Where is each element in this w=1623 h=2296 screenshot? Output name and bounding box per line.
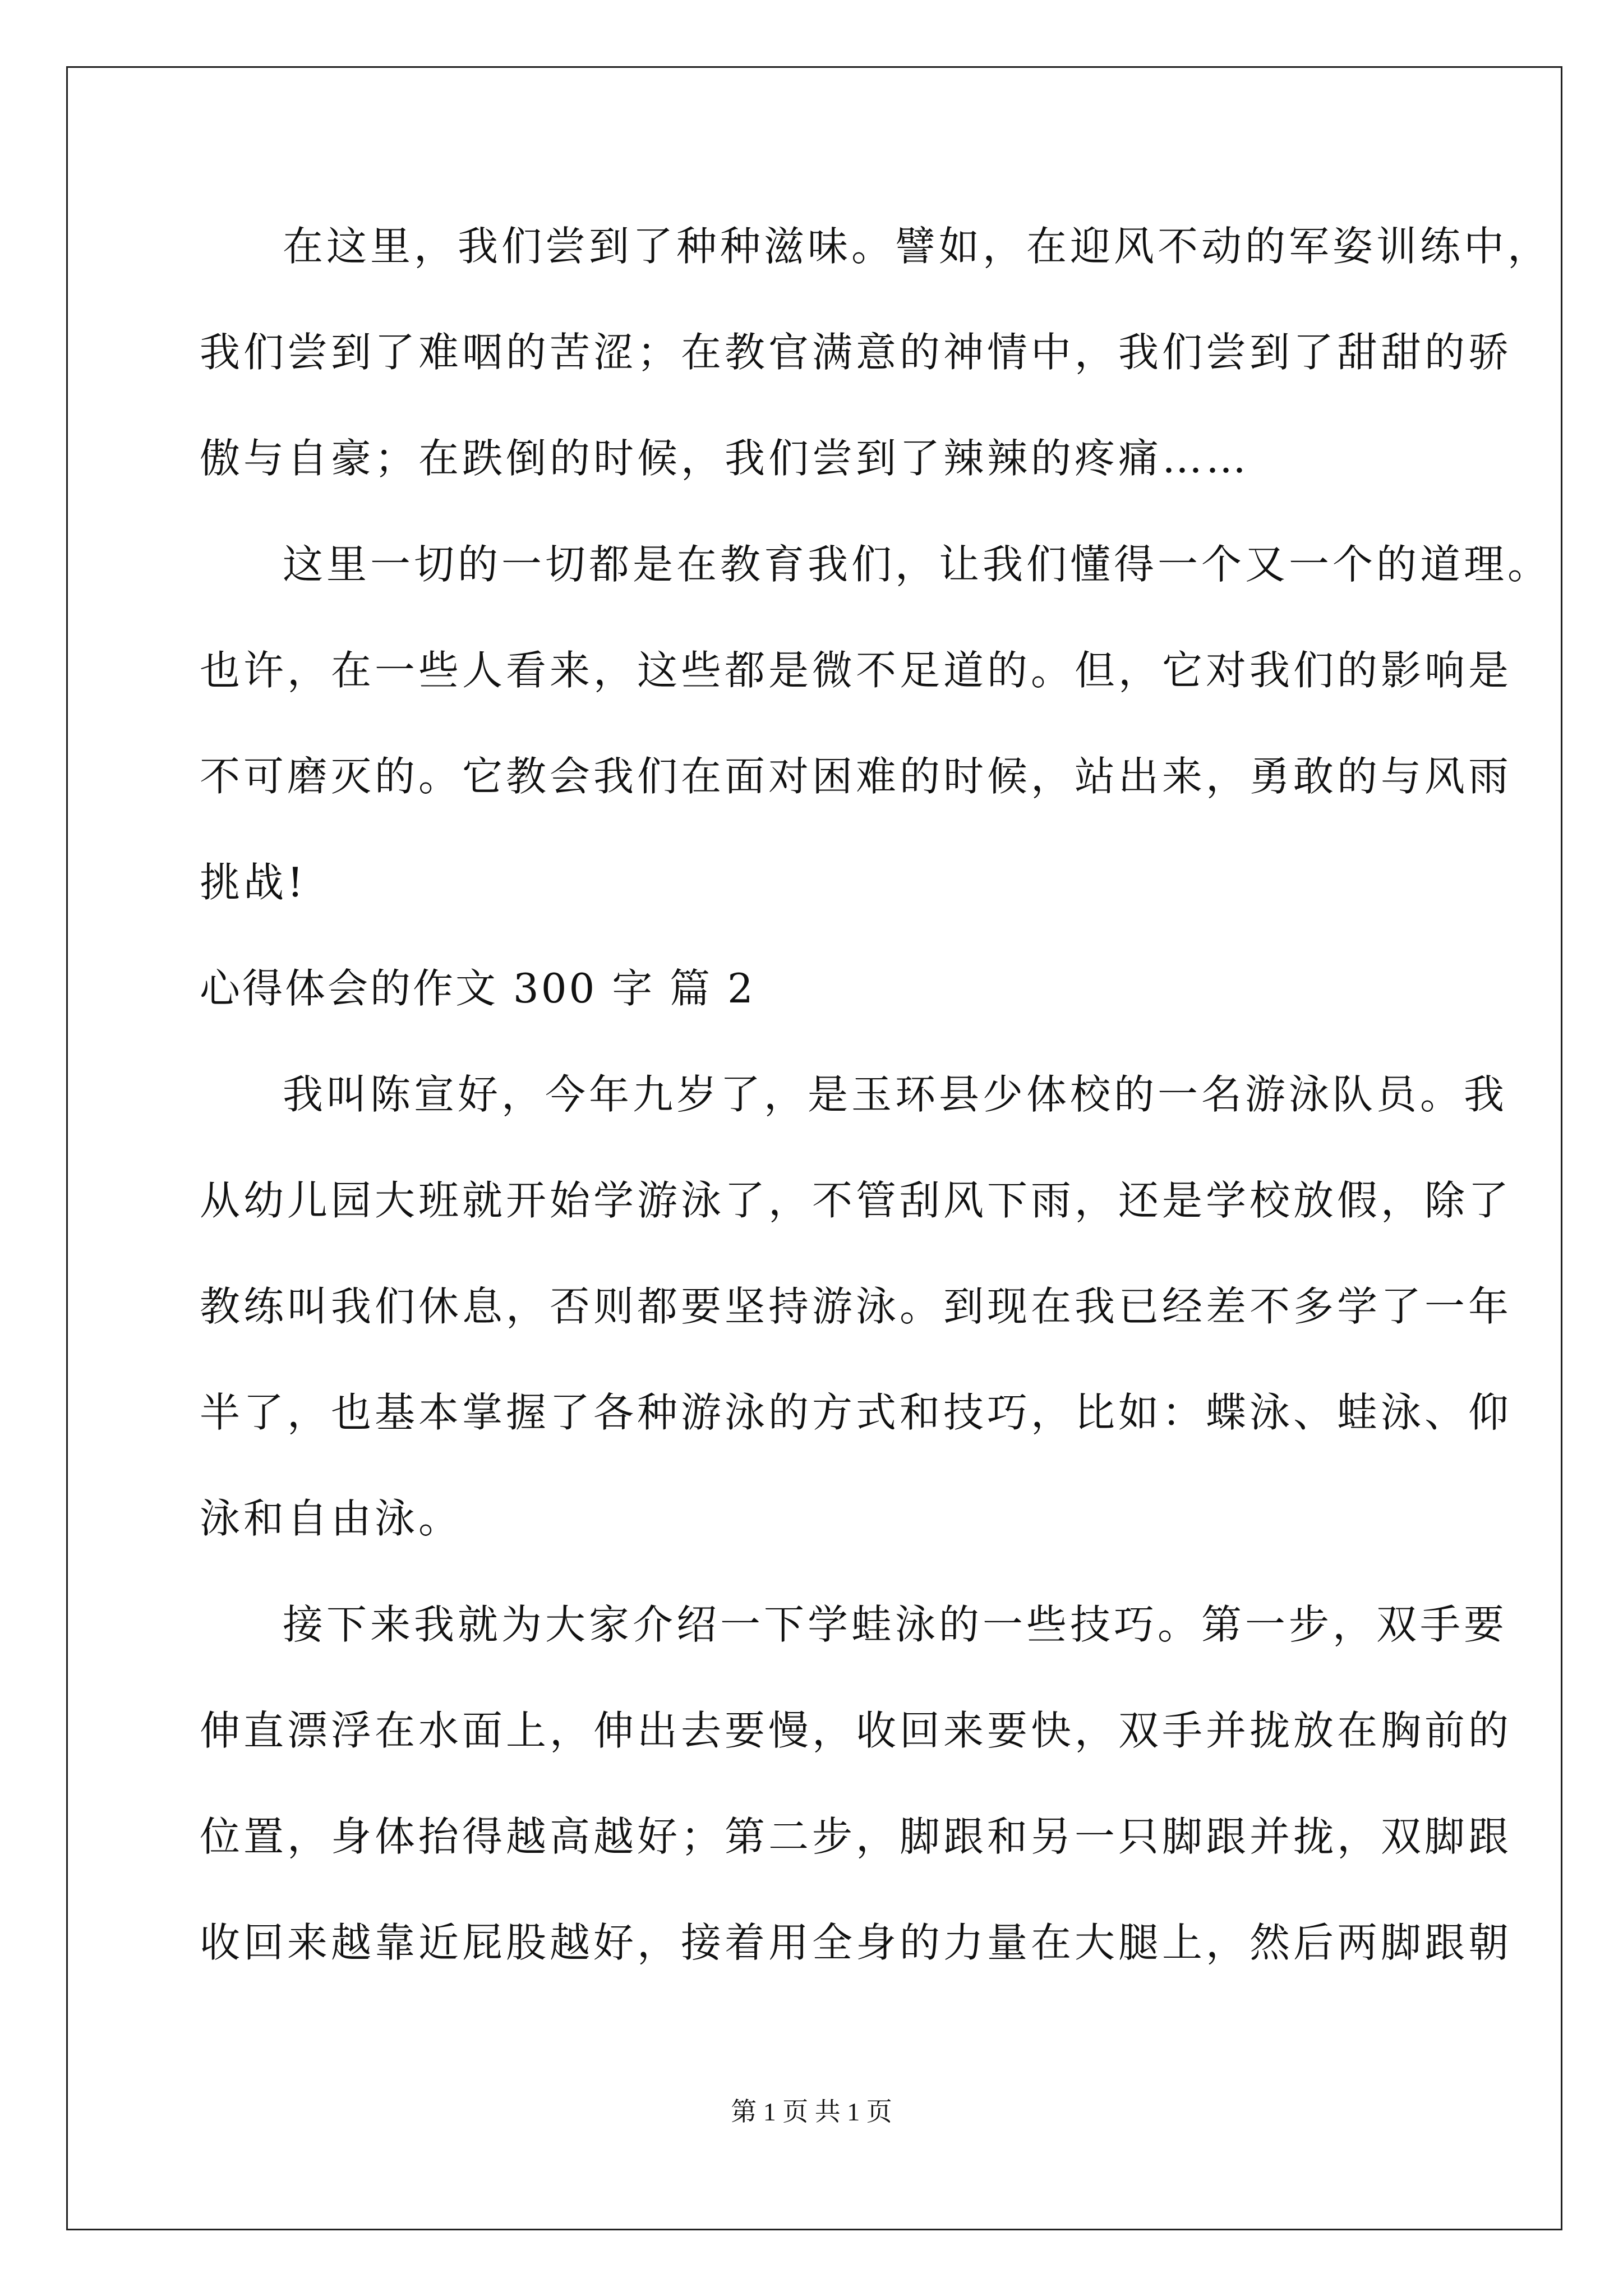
text-line: 也许，在一些人看来，这些都是微不足道的。但，它对我们的影响是 — [200, 647, 1513, 694]
text-line: 收回来越靠近屁股越好，接着用全身的力量在大腿上，然后两脚跟朝 — [200, 1919, 1513, 1966]
text-line: 位置，身体抬得越高越好；第二步，脚跟和另一只脚跟并拢，双脚跟 — [200, 1813, 1513, 1860]
text-line: 不可磨灭的。它教会我们在面对困难的时候，站出来，勇敢的与风雨 — [200, 753, 1513, 800]
text-line: 教练叫我们休息，否则都要坚持游泳。到现在我已经差不多学了一年 — [200, 1283, 1513, 1330]
text-line: 傲与自豪；在跌倒的时候，我们尝到了辣辣的疼痛…… — [200, 435, 1250, 482]
text-line: 从幼儿园大班就开始学游泳了，不管刮风下雨，还是学校放假，除了 — [200, 1177, 1513, 1224]
text-line: 挑战! — [200, 859, 307, 906]
text-line: 伸直漂浮在水面上，伸出去要慢，收回来要快，双手并拢放在胸前的 — [200, 1707, 1513, 1754]
page-number-label: 第 1 页 共 1 页 — [731, 2097, 892, 2126]
text-line: 我们尝到了难咽的苦涩；在教官满意的神情中，我们尝到了甜甜的骄 — [200, 329, 1513, 376]
text-line: 半了，也基本掌握了各种游泳的方式和技巧，比如：蝶泳、蛙泳、仰 — [200, 1389, 1513, 1436]
text-line: 这里一切的一切都是在教育我们，让我们懂得一个又一个的道理。 — [283, 541, 1552, 588]
text-line: 在这里，我们尝到了种种滋味。譬如，在迎风不动的军姿训练中， — [283, 223, 1552, 270]
document-body — [200, 194, 1552, 1996]
section-heading: 心得体会的作文 300 字 篇 2 — [200, 965, 755, 1012]
text-line: 泳和自由泳。 — [200, 1495, 463, 1542]
page-footer — [0, 2091, 1623, 2128]
text-line: 我叫陈宣好，今年九岁了，是玉环县少体校的一名游泳队员。我 — [283, 1071, 1508, 1118]
text-line: 接下来我就为大家介绍一下学蛙泳的一些技巧。第一步，双手要 — [283, 1601, 1508, 1648]
